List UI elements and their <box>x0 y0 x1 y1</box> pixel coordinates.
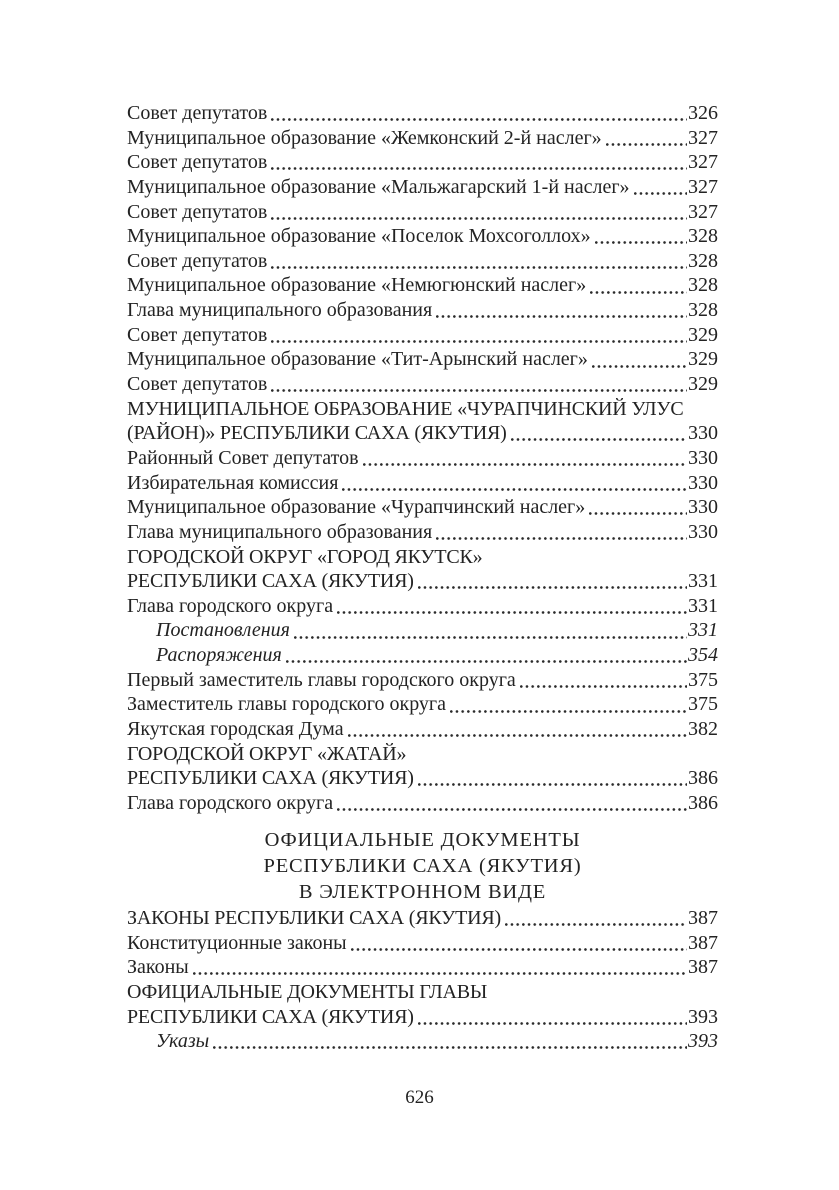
toc-page-number: 327 <box>688 126 718 149</box>
toc-entry <box>127 618 718 643</box>
toc-entry-label: Глава муниципального образования <box>127 299 433 322</box>
toc-entry <box>127 495 718 520</box>
toc-entry-label: ГОРОДСКОЙ ОКРУГ «ЖАТАЙ» <box>127 742 407 765</box>
dot-leader <box>212 1029 687 1054</box>
toc-page-number: 354 <box>688 644 718 667</box>
dot-leader <box>336 594 687 619</box>
toc-entry-label: Глава городского округа <box>127 791 334 814</box>
toc-entry <box>127 372 718 397</box>
toc-page-number: 330 <box>688 496 718 519</box>
toc-entry-label: Совет депутатов <box>127 323 268 346</box>
toc-entry <box>127 200 718 225</box>
toc-page-number: 329 <box>688 348 718 371</box>
toc-page-number: 393 <box>688 1005 718 1028</box>
dot-leader <box>449 692 687 717</box>
toc-page-number: 330 <box>688 471 718 494</box>
toc-entry <box>127 249 718 274</box>
toc-entry-label: Конституционные законы <box>127 931 347 954</box>
toc-list-part2 <box>127 906 718 1054</box>
toc-page-number: 328 <box>688 299 718 322</box>
toc-entry <box>127 323 718 348</box>
dot-leader <box>510 421 687 446</box>
folio-number: 626 <box>405 1087 434 1108</box>
toc-entry-label: Совет депутатов <box>127 151 268 174</box>
toc-entry <box>127 126 718 151</box>
dot-leader <box>293 618 687 643</box>
toc-page-number: 330 <box>688 422 718 445</box>
toc-entry <box>127 569 718 594</box>
toc-entry-label: Законы <box>127 956 189 979</box>
dot-leader <box>591 347 687 372</box>
toc-entry <box>127 980 718 1005</box>
toc-entry <box>127 397 718 422</box>
dot-leader <box>270 101 687 126</box>
dot-leader <box>270 200 687 225</box>
section-heading-line-1: ОФИЦИАЛЬНЫЕ ДОКУМЕНТЫ <box>264 829 581 851</box>
toc-entry-label: Муниципальное образование «Немюгюнский наслег» <box>127 274 587 297</box>
dot-leader <box>350 931 687 956</box>
toc-entry <box>127 471 718 496</box>
toc-entry-label: Глава городского округа <box>127 594 334 617</box>
dot-leader <box>605 126 687 151</box>
toc-entry <box>127 955 718 980</box>
toc-entry-label: (РАЙОН)» РЕСПУБЛИКИ САХА (ЯКУТИЯ) <box>127 422 507 445</box>
toc-entry-label: Муниципальное образование «Жемконский 2-й наслег» <box>127 126 602 149</box>
toc-entry <box>127 101 718 126</box>
toc-entry-label: Указы <box>156 1030 210 1053</box>
toc-entry <box>127 1029 718 1054</box>
toc-entry <box>127 175 718 200</box>
page-footer <box>0 1087 839 1109</box>
toc-page-number: 375 <box>688 668 718 691</box>
dot-leader <box>589 273 687 298</box>
toc-page-number: 330 <box>688 520 718 543</box>
toc-entry <box>127 421 718 446</box>
dot-leader <box>417 1005 687 1030</box>
toc-entry-label: Избирательная комиссия <box>127 471 339 494</box>
dot-leader <box>435 298 687 323</box>
toc-page-number: 382 <box>688 718 718 741</box>
dot-leader <box>417 569 687 594</box>
toc-entry-label: РЕСПУБЛИКИ САХА (ЯКУТИЯ) <box>127 767 414 790</box>
dot-leader <box>270 249 687 274</box>
toc-entry <box>127 273 718 298</box>
toc-page-number: 330 <box>688 446 718 469</box>
section-heading <box>127 827 718 905</box>
toc-page-number: 328 <box>688 225 718 248</box>
section-heading-line-2: РЕСПУБЛИКИ САХА (ЯКУТИЯ) <box>263 855 582 877</box>
toc-page-number: 329 <box>688 373 718 396</box>
toc-entry <box>127 791 718 816</box>
toc-entry <box>127 545 718 570</box>
toc-entry <box>127 1005 718 1030</box>
toc-entry-label: РЕСПУБЛИКИ САХА (ЯКУТИЯ) <box>127 1005 414 1028</box>
toc-entry-label: МУНИЦИПАЛЬНОЕ ОБРАЗОВАНИЕ «ЧУРАПЧИНСКИЙ УЛУС <box>127 397 684 420</box>
dot-leader <box>192 955 687 980</box>
dot-leader <box>504 906 687 931</box>
dot-leader <box>594 224 687 249</box>
toc-entry-label: Совет депутатов <box>127 373 268 396</box>
toc-entry-label: Районный Совет депутатов <box>127 446 359 469</box>
toc-entry <box>127 224 718 249</box>
toc-entry-label: Первый заместитель главы городского округа <box>127 668 516 691</box>
toc-entry-label: Заместитель главы городского округа <box>127 693 447 716</box>
toc-page-number: 326 <box>688 102 718 124</box>
dot-leader <box>633 175 687 200</box>
toc-entry-label: Муниципальное образование «Чурапчинский наслег» <box>127 496 586 519</box>
toc-entry <box>127 643 718 668</box>
dot-leader <box>519 668 687 693</box>
toc-page-number: 386 <box>688 791 718 814</box>
toc-page-number: 387 <box>688 931 718 954</box>
dot-leader <box>362 446 687 471</box>
toc-entry-label: Муниципальное образование «Тит-Арынский наслег» <box>127 348 588 371</box>
toc-page-number: 327 <box>688 200 718 223</box>
dot-leader <box>270 150 687 175</box>
toc-entry <box>127 931 718 956</box>
toc-entry-label: Глава муниципального образования <box>127 520 433 543</box>
dot-leader <box>588 495 687 520</box>
toc-page-number: 328 <box>688 274 718 297</box>
toc-page-number: 386 <box>688 767 718 790</box>
toc-page-number: 331 <box>688 619 718 642</box>
toc-entry <box>127 298 718 323</box>
toc-entry-label: Муниципальное образование «Мальжагарский 1-й наслег» <box>127 175 630 198</box>
toc-entry <box>127 692 718 717</box>
dot-leader <box>336 791 687 816</box>
toc-entry-label: Совет депутатов <box>127 102 268 124</box>
toc-entry-label: ОФИЦИАЛЬНЫЕ ДОКУМЕНТЫ ГЛАВЫ <box>127 980 488 1003</box>
toc-entry <box>127 742 718 767</box>
dot-leader <box>341 471 687 496</box>
toc-entry <box>127 668 718 693</box>
toc-page-number: 331 <box>688 594 718 617</box>
toc-entry <box>127 446 718 471</box>
toc-list-part1 <box>127 101 718 816</box>
toc-page-number: 387 <box>688 956 718 979</box>
toc-entry <box>127 906 718 931</box>
toc-entry-label: Постановления <box>156 619 290 642</box>
toc-page-number: 327 <box>688 151 718 174</box>
toc-entry-label: Совет депутатов <box>127 249 268 272</box>
dot-leader <box>435 520 687 545</box>
toc-entry-label: Распоряжения <box>156 644 282 667</box>
section-heading-line-3: В ЭЛЕКТРОННОМ ВИДЕ <box>298 881 547 903</box>
toc-entry-label: ГОРОДСКОЙ ОКРУГ «ГОРОД ЯКУТСК» <box>127 545 483 568</box>
toc-entry-label: Якутская городская Дума <box>127 718 344 741</box>
dot-leader <box>270 323 687 348</box>
toc-page-number: 387 <box>688 907 718 929</box>
toc-page-number: 331 <box>688 570 718 593</box>
toc-entry-label: Совет депутатов <box>127 200 268 223</box>
dot-leader <box>347 717 687 742</box>
toc-entry-label: Муниципальное образование «Поселок Мохсоголлох» <box>127 225 591 248</box>
toc-page-number: 393 <box>688 1030 718 1053</box>
dot-leader <box>285 643 687 668</box>
dot-leader <box>417 766 687 791</box>
toc-page-number: 375 <box>688 693 718 716</box>
toc-entry <box>127 520 718 545</box>
toc-page-number: 328 <box>688 249 718 272</box>
toc-entry <box>127 766 718 791</box>
toc-entry <box>127 594 718 619</box>
toc-entry <box>127 717 718 742</box>
toc-entry-label: ЗАКОНЫ РЕСПУБЛИКИ САХА (ЯКУТИЯ) <box>127 907 501 929</box>
toc-entry <box>127 347 718 372</box>
toc-entry-label: РЕСПУБЛИКИ САХА (ЯКУТИЯ) <box>127 570 414 593</box>
toc-entry <box>127 150 718 175</box>
toc-page-number: 327 <box>688 175 718 198</box>
toc-page-number: 329 <box>688 323 718 346</box>
dot-leader <box>270 372 687 397</box>
